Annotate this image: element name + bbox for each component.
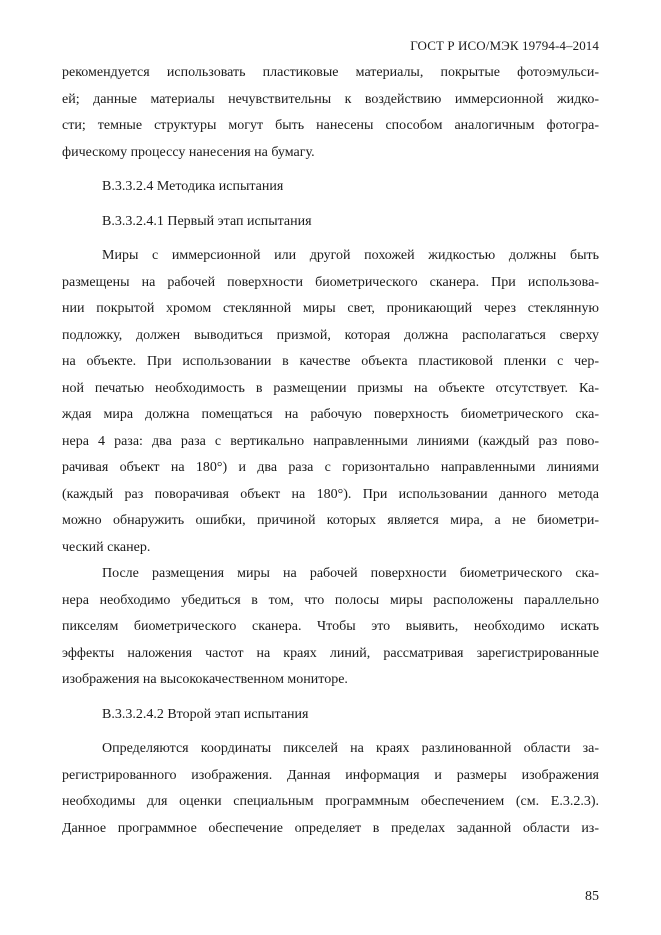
text-line: можно обнаружить ошибки, причиной которых является мира, а не биометри- bbox=[62, 513, 599, 528]
text-line: Данное программное обеспечение определяет в пределах заданной области из- bbox=[62, 820, 599, 836]
text-line: рачивая объект на 180°) и два раза с горизонтально направленными линиями bbox=[62, 460, 599, 475]
text-line: сти; темные структуры могут быть нанесены способом аналогичным фотогра- bbox=[62, 118, 599, 133]
paragraph-alignment bbox=[62, 561, 599, 694]
text-line: ждая мира должна помещаться на рабочую поверхность биометрического ска- bbox=[62, 407, 599, 422]
page-number: 85 bbox=[585, 889, 599, 904]
text-line: необходимы для оценки специальным программным обеспечением (см. E.3.2.3). bbox=[62, 794, 599, 809]
section-heading-methodology: B.3.3.2.4 Методика испытания bbox=[102, 179, 284, 194]
paragraph-continuation bbox=[62, 60, 599, 166]
body-text bbox=[62, 60, 599, 842]
text-line: ческий сканер. bbox=[62, 539, 151, 555]
text-line: Определяются координаты пикселей на краях разлинованной области за- bbox=[102, 741, 599, 756]
paragraph-second-stage bbox=[62, 736, 599, 842]
text-line: пикселям биометрического сканера. Чтобы это выявить, необходимо искать bbox=[62, 619, 599, 634]
text-line: (каждый раз поворачивая объект на 180°). При использовании данного метода bbox=[62, 486, 599, 502]
text-line: Миры с иммерсионной или другой похожей жидкостью должны быть bbox=[102, 248, 599, 263]
text-line: регистрированного изображения. Данная информация и размеры изображения bbox=[62, 767, 599, 783]
standard-header: ГОСТ Р ИСО/МЭК 19794-4–2014 bbox=[410, 38, 599, 53]
text-line: нера необходимо убедиться в том, что полосы миры расположены параллельно bbox=[62, 592, 599, 608]
text-line: нера 4 раза: два раза с вертикально направленными линиями (каждый раз пово- bbox=[62, 433, 599, 449]
text-line: ной печатью необходимость в размещении призмы на объекте отсутствует. Ка- bbox=[62, 380, 599, 396]
text-line: После размещения миры на рабочей поверхности биометрического ска- bbox=[102, 566, 599, 581]
text-line: фическому процессу нанесения на бумагу. bbox=[62, 144, 315, 160]
text-line: на объекте. При использовании в качестве объекта пластиковой пленки с чер- bbox=[62, 354, 599, 369]
text-line: ей; данные материалы нечувствительны к воздействию иммерсионной жидко- bbox=[62, 91, 599, 107]
text-line: подложку, должен выводиться призмой, которая должна располагаться сверху bbox=[62, 327, 599, 343]
paragraph-first-stage bbox=[62, 243, 599, 561]
text-line: эффекты наложения частот на краях линий, рассматривая зарегистрированные bbox=[62, 645, 599, 661]
text-line: нии покрытой хромом стеклянной миры свет, проникающий через стеклянную bbox=[62, 301, 599, 316]
section-heading-second-stage: B.3.3.2.4.2 Второй этап испытания bbox=[102, 706, 309, 722]
section-heading-first-stage: B.3.3.2.4.1 Первый этап испытания bbox=[102, 213, 312, 229]
text-line: размещены на рабочей поверхности биометрического сканера. При использова- bbox=[62, 274, 599, 290]
text-line: рекомендуется использовать пластиковые материалы, покрытые фотоэмульси- bbox=[62, 65, 599, 80]
text-line: изображения на высококачественном мониторе. bbox=[62, 672, 348, 687]
